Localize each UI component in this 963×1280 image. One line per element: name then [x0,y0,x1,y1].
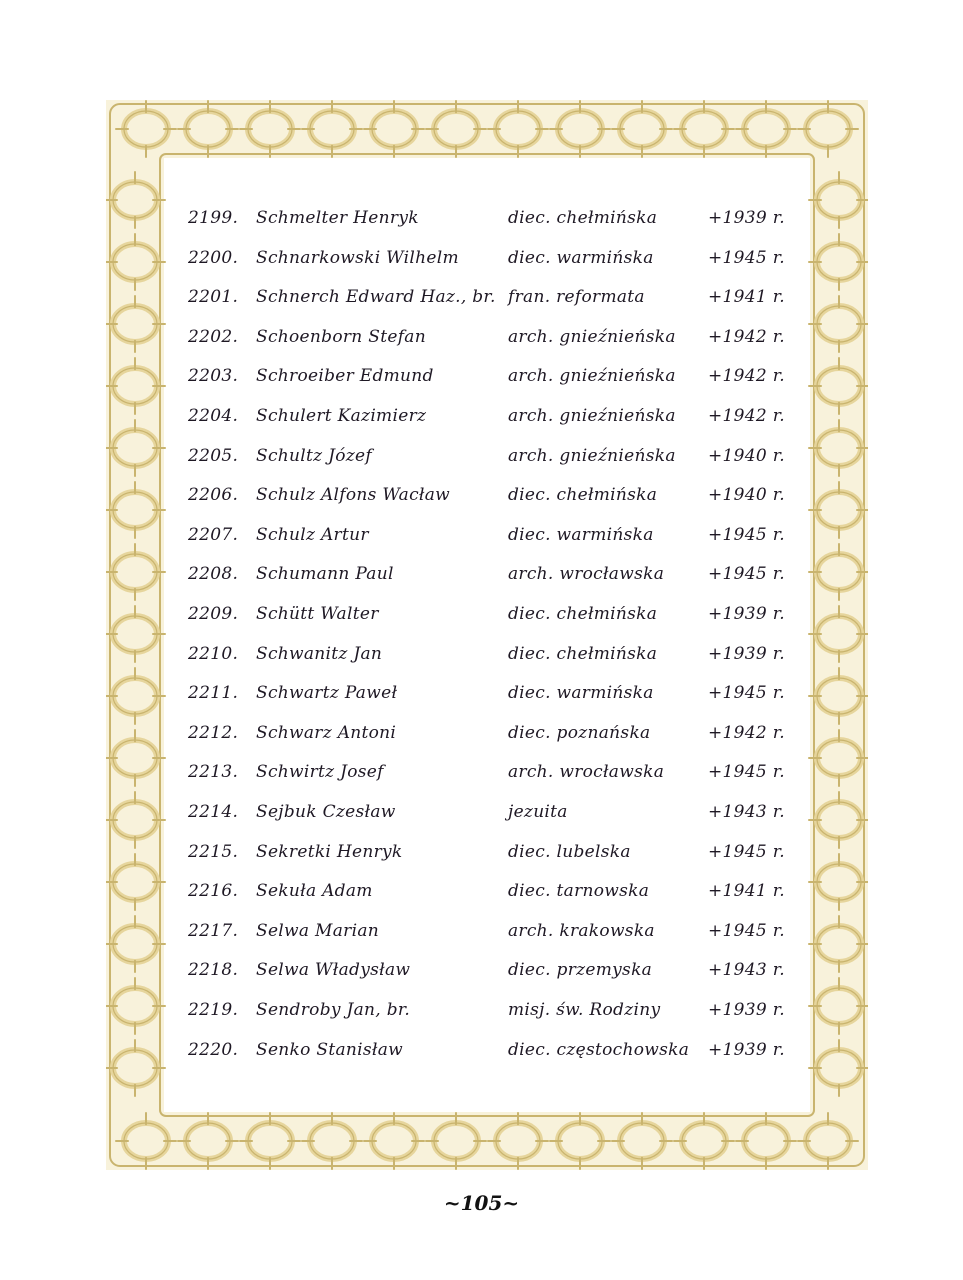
entry-affiliation: arch. gnieźnieńska [508,406,676,426]
entry-name: Schwartz Paweł [256,683,398,704]
entry-death-year: +1939 r. [708,1000,785,1020]
entry-death-year: +1945 r. [708,683,785,704]
entry-death-year: +1939 r. [708,643,785,664]
entry-name: Schnerch Edward Haz., br. [256,287,496,308]
entry-affiliation: diec. przemyska [508,960,653,981]
entry-name: Schroeiber Edmund [256,366,434,387]
entry-affiliation: arch. krakowska [508,920,655,941]
entry-death-year: +1939 r. [708,208,785,228]
entry-affiliation: arch. wrocławska [508,762,665,783]
list-item [0,1040,963,1074]
page-number: ~105~ [443,1191,520,1215]
entry-name: Schütt Walter [256,604,379,624]
list-item [0,248,963,282]
entry-death-year: +1945 r. [708,564,785,585]
entry-death-year: +1942 r. [708,326,785,347]
entry-name: Schwarz Antoni [256,722,397,743]
entry-number: 2218. [188,960,239,981]
entry-death-year: +1943 r. [708,802,785,822]
entry-death-year: +1945 r. [708,524,785,545]
list-item [0,921,963,955]
entry-affiliation: diec. warmińska [508,683,654,704]
entry-number: 2201. [188,287,239,308]
list-item [0,485,963,519]
entry-affiliation: diec. chełmińska [508,485,658,506]
list-item [0,406,963,440]
entry-name: Schumann Paul [256,564,394,585]
entry-affiliation: diec. chełmińska [508,604,658,624]
entry-name: Schulz Alfons Wacław [256,485,451,506]
entry-number: 2214. [188,802,239,822]
list-item [0,683,963,717]
entry-name: Schoenborn Stefan [256,326,426,347]
entry-death-year: +1945 r. [708,920,785,941]
entry-affiliation: arch. gnieźnieńska [508,366,676,387]
entry-number: 2207. [188,524,239,545]
entry-number: 2211. [188,683,239,704]
entry-number: 2205. [188,445,239,466]
entry-affiliation: diec. lubelska [508,841,631,862]
list-item [0,644,963,678]
entry-number: 2206. [188,485,239,506]
entry-affiliation: diec. warmińska [508,524,654,545]
list-item [0,960,963,994]
entry-death-year: +1942 r. [708,722,785,743]
list-item [0,802,963,836]
entry-name: Sekuła Adam [256,881,373,902]
entry-number: 2217. [188,920,239,941]
entry-death-year: +1940 r. [708,445,785,466]
entry-death-year: +1940 r. [708,485,785,506]
entry-name: Schultz Józef [256,445,372,466]
entry-number: 2209. [188,604,239,624]
entry-name: Schwanitz Jan [256,643,383,664]
list-item [0,208,963,242]
list-item [0,525,963,559]
list-item [0,762,963,796]
entry-affiliation: arch. gnieźnieńska [508,445,676,466]
entry-number: 2210. [188,643,239,664]
entry-name: Schulert Kazimierz [256,406,427,426]
list-item [0,287,963,321]
entry-death-year: +1942 r. [708,366,785,387]
list-item [0,723,963,757]
entry-number: 2212. [188,722,239,743]
entry-number: 2216. [188,881,239,902]
entry-number: 2220. [188,1039,239,1060]
entry-death-year: +1943 r. [708,960,785,981]
entry-name: Selwa Władysław [256,960,411,981]
entry-number: 2203. [188,366,239,387]
entry-death-year: +1945 r. [708,762,785,783]
entry-number: 2213. [188,762,239,783]
entry-name: Sekretki Henryk [256,841,403,862]
list-item [0,366,963,400]
entry-name: Selwa Marian [256,920,380,941]
entry-affiliation: jezuita [508,802,568,822]
entry-name: Schulz Artur [256,524,369,545]
entry-affiliation: arch. wrocławska [508,564,665,585]
entry-death-year: +1942 r. [708,406,785,426]
list-item [0,842,963,876]
entry-affiliation: arch. gnieźnieńska [508,326,676,347]
entry-death-year: +1941 r. [708,287,785,308]
entry-name: Sejbuk Czesław [256,802,396,822]
list-item [0,327,963,361]
entry-name: Sendroby Jan, br. [256,1000,411,1020]
list-item [0,1000,963,1034]
list-item [0,564,963,598]
entry-death-year: +1941 r. [708,881,785,902]
entry-death-year: +1945 r. [708,247,785,268]
list-item [0,881,963,915]
entry-number: 2199. [188,208,239,228]
entry-name: Schwirtz Josef [256,762,384,783]
entry-number: 2202. [188,326,239,347]
entry-number: 2219. [188,1000,239,1020]
entry-name: Senko Stanisław [256,1039,404,1060]
entry-affiliation: fran. reformata [508,287,645,308]
entry-death-year: +1945 r. [708,841,785,862]
entry-affiliation: diec. chełmińska [508,643,658,664]
entry-affiliation: diec. warmińska [508,247,654,268]
entry-affiliation: diec. częstochowska [508,1039,690,1060]
entry-affiliation: misj. św. Rodziny [508,1000,661,1020]
list-item [0,604,963,638]
entry-death-year: +1939 r. [708,1039,785,1060]
entry-affiliation: diec. tarnowska [508,881,650,902]
entry-number: 2204. [188,406,239,426]
entry-name: Schmelter Henryk [256,208,419,228]
entry-death-year: +1939 r. [708,604,785,624]
entry-affiliation: diec. chełmińska [508,208,658,228]
entry-name: Schnarkowski Wilhelm [256,247,459,268]
entry-number: 2200. [188,247,239,268]
entry-number: 2208. [188,564,239,585]
entry-number: 2215. [188,841,239,862]
list-item [0,446,963,480]
entry-affiliation: diec. poznańska [508,722,651,743]
